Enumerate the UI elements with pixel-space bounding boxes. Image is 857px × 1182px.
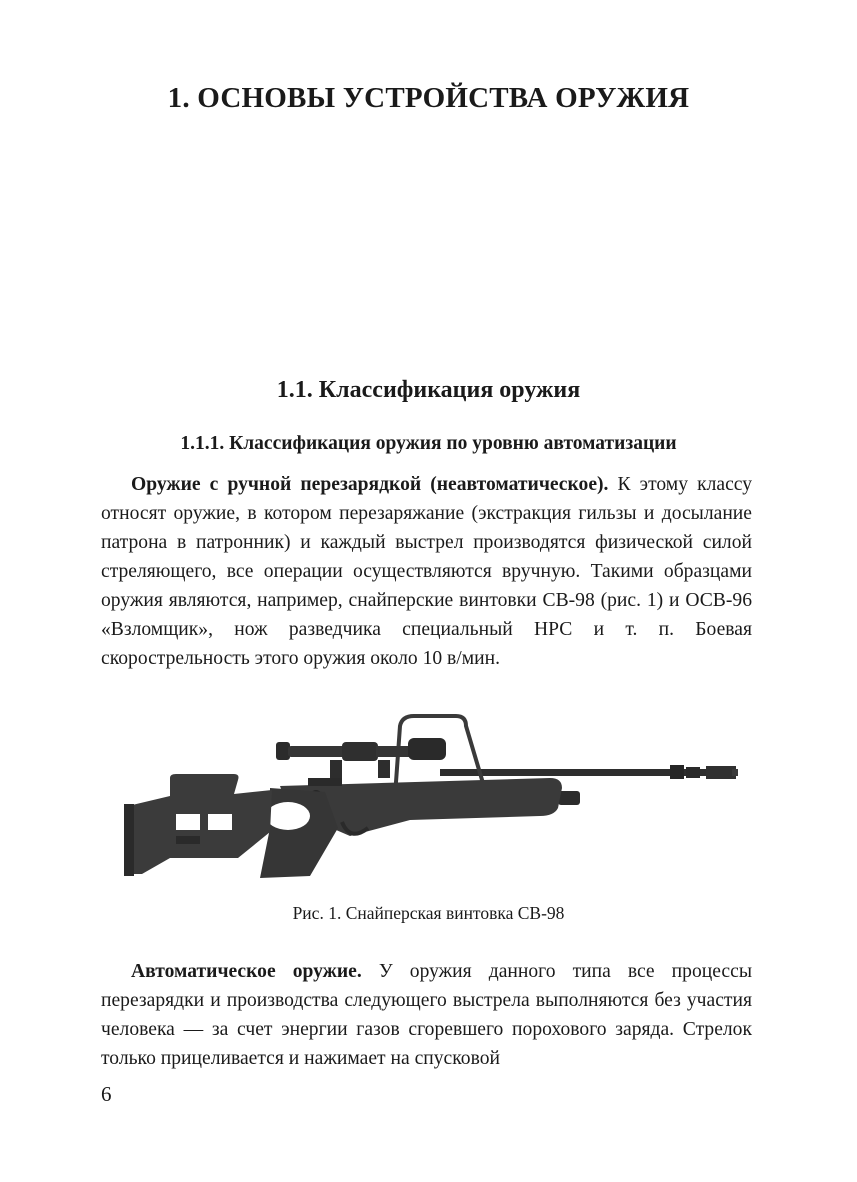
paragraph-lead: Автоматическое оружие. — [131, 961, 362, 982]
paragraph-body: К этому классу относят оружие, в котором перезаряжание (экстракция гильзы и досылание патрона в патронник) и каждый выстрел производятся физической силой стреляющего, все операции осуществляются вручную. Такими образцами оружия являются, например, снайперские винтовки СВ-98 (рис. 1) и ОСВ-96 «Взломщик», нож разведчика специальный НРС и т. п. Боевая скорострельность этого оружия около 10 в/мин. — [101, 474, 753, 669]
section-title: 1.1. Классификация оружия — [276, 377, 581, 403]
figure-caption: Рис. 1. Снайперская винтовка СВ-98 — [292, 903, 565, 923]
paragraph-lead: Оружие с ручной перезарядкой (неавтоматическое). — [131, 474, 609, 495]
paragraph-body: У оружия данного типа все процессы перезарядки и производства следующего выстрела выполняются без участия человека — за счет энергии газов сгоревшего порохового заряда. Стрелок только прицеливается и нажимает на спусковой — [101, 961, 752, 1069]
chapter-title: 1. ОСНОВЫ УСТРОЙСТВА ОРУЖИЯ — [167, 82, 690, 114]
subsection-title: 1.1.1. Классификация оружия по уровню автоматизации — [180, 433, 677, 454]
page-number: 6 — [101, 1082, 112, 1106]
rifle-figure — [110, 708, 750, 888]
paragraph-automatic — [101, 957, 752, 1073]
paragraph-manual-reload — [101, 470, 752, 673]
sniper-rifle-image — [110, 708, 750, 888]
